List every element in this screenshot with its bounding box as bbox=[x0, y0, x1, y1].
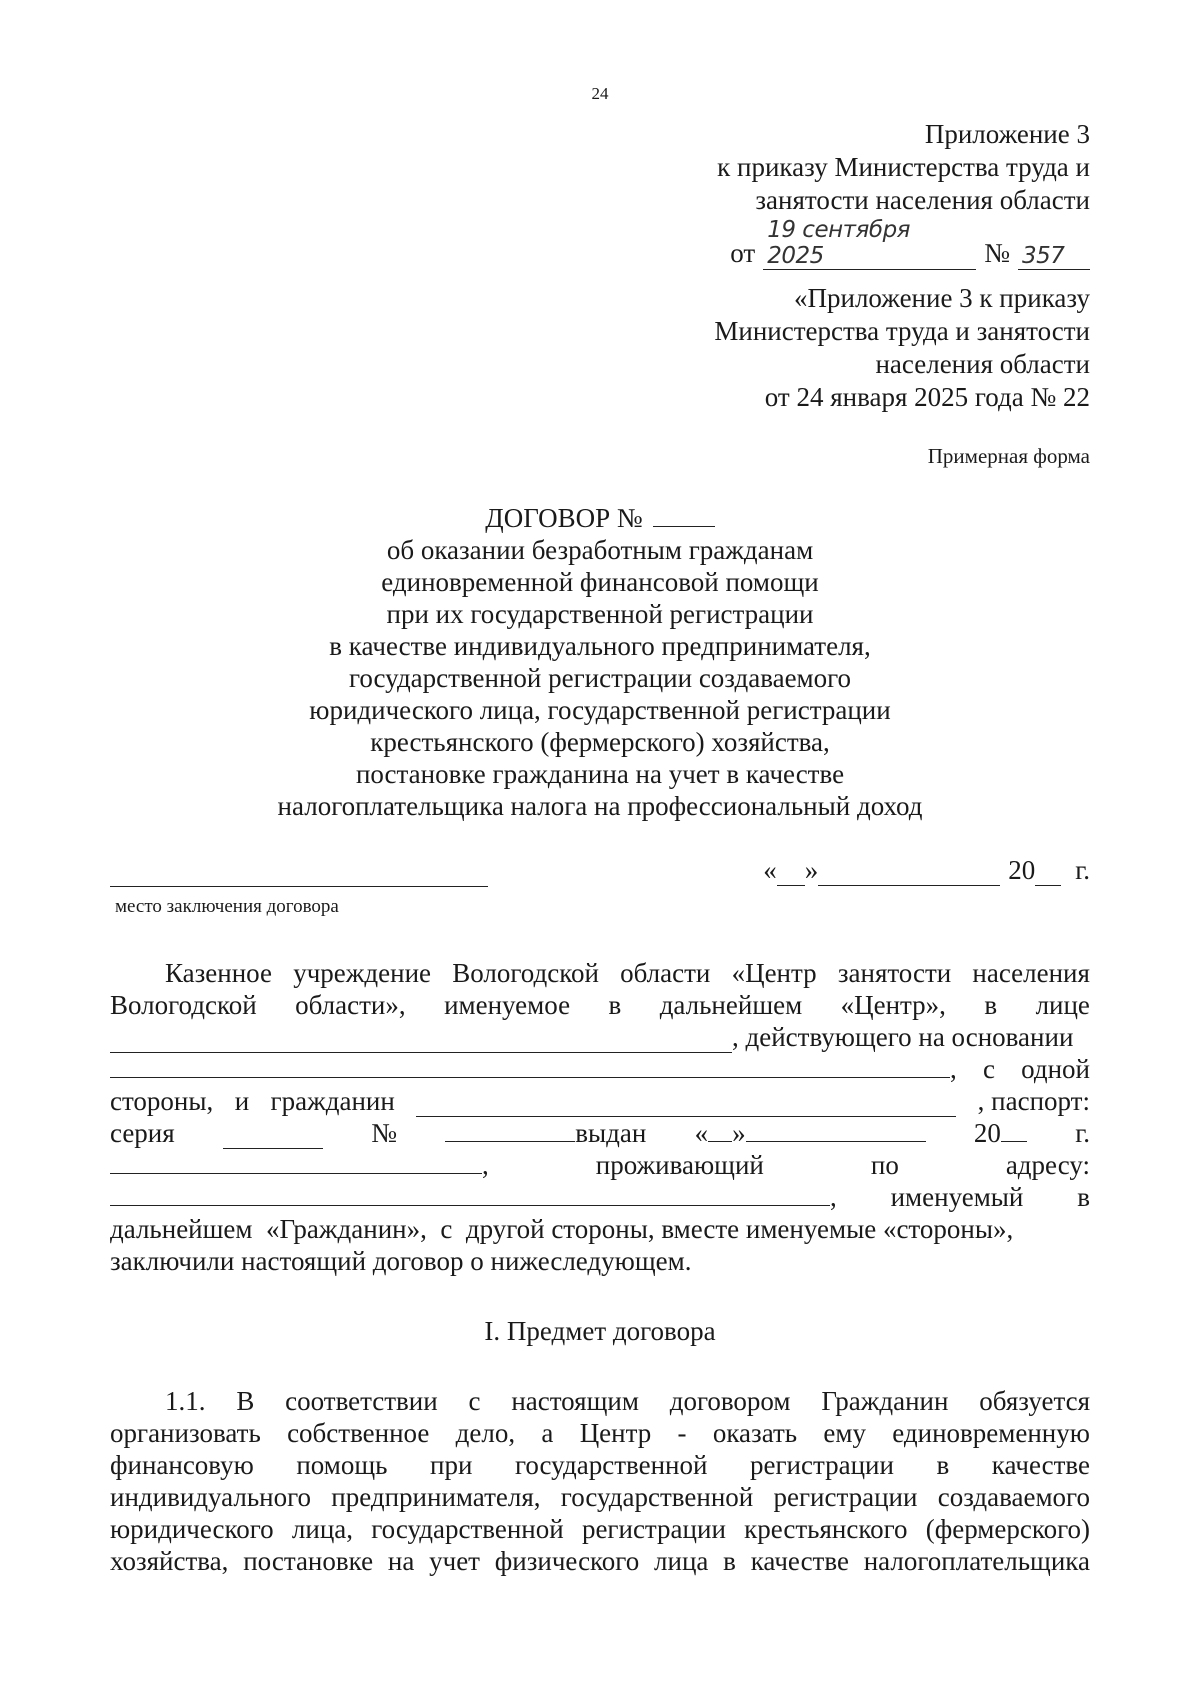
section-1-text bbox=[110, 1385, 1090, 1577]
word: одной bbox=[1021, 1054, 1090, 1084]
page-number: 24 bbox=[591, 84, 609, 103]
word: качестве bbox=[750, 1546, 849, 1576]
section-line-2 bbox=[110, 1417, 1090, 1449]
word: Вологодской bbox=[110, 990, 257, 1020]
year-prefix: 20 bbox=[1008, 855, 1036, 885]
word: учет bbox=[429, 1546, 480, 1576]
representative-blank bbox=[110, 1028, 732, 1053]
preamble-line-6 bbox=[110, 1117, 1090, 1149]
handwritten-number: 357 bbox=[1018, 243, 1090, 270]
word: проживающий bbox=[595, 1150, 764, 1180]
section-line-5 bbox=[110, 1513, 1090, 1545]
title-line: при их государственной регистрации bbox=[386, 599, 814, 629]
word: лице bbox=[1035, 990, 1090, 1020]
word: в bbox=[608, 990, 622, 1020]
appendix-line-3: занятости населения области bbox=[755, 185, 1090, 215]
preamble-line-2 bbox=[110, 989, 1090, 1021]
word: настоящим bbox=[511, 1386, 639, 1416]
title-line: об оказании безработным гражданам bbox=[386, 535, 814, 565]
address-blank bbox=[110, 1181, 830, 1206]
preamble-line-10: заключили настоящий договор о нижеследующем. bbox=[110, 1246, 692, 1276]
citizen-name-blank bbox=[416, 1092, 956, 1117]
word: собственное bbox=[287, 1418, 430, 1448]
preamble-line-5 bbox=[110, 1085, 1090, 1117]
word: лица, bbox=[291, 1514, 354, 1544]
word: государственной bbox=[514, 1450, 708, 1480]
word: в bbox=[936, 1450, 950, 1480]
word: индивидуального bbox=[110, 1482, 312, 1512]
word: 1.1. bbox=[165, 1386, 206, 1416]
title-line: постановке гражданина на учет в качестве bbox=[355, 759, 845, 789]
series-label: серия bbox=[110, 1118, 175, 1148]
word: единовременную bbox=[892, 1418, 1090, 1448]
word: Вологодской bbox=[452, 958, 599, 988]
word: В bbox=[236, 1386, 255, 1416]
word: предпринимателя, bbox=[331, 1482, 541, 1512]
year-suffix: г. bbox=[1075, 1118, 1090, 1148]
issue-close-quote: » bbox=[732, 1118, 746, 1148]
series-blank bbox=[223, 1124, 323, 1149]
word: с bbox=[468, 1386, 481, 1416]
preamble-line-9: дальнейшем «Гражданин», с другой стороны, вместе именуемые «стороны», bbox=[110, 1214, 1014, 1244]
place-caption: место заключения договора bbox=[115, 896, 339, 917]
word: гражданин bbox=[270, 1086, 395, 1116]
word: ему bbox=[823, 1418, 866, 1448]
passport-label: , паспорт: bbox=[977, 1086, 1090, 1116]
word: соответствии bbox=[285, 1386, 438, 1416]
handwritten-date: 19 сентября 2025 bbox=[763, 217, 976, 270]
word: области bbox=[620, 958, 711, 988]
word: крестьянского bbox=[744, 1514, 908, 1544]
word: оказать bbox=[712, 1418, 798, 1448]
quote-line-3: населения области bbox=[875, 349, 1090, 379]
word: Казенное bbox=[165, 958, 272, 988]
word: именуемый bbox=[890, 1182, 1024, 1212]
appendix-line-2: к приказу Министерства труда и bbox=[717, 152, 1090, 182]
quote-line-4: от 24 января 2025 года № 22 bbox=[764, 382, 1090, 412]
contract-number-blank bbox=[653, 504, 715, 527]
year-suffix: г. bbox=[1075, 855, 1090, 885]
word: регистрации bbox=[773, 1482, 918, 1512]
word: Гражданин bbox=[821, 1386, 949, 1416]
word: и bbox=[234, 1086, 250, 1116]
word: лица bbox=[654, 1546, 709, 1576]
word: «Центр», bbox=[840, 990, 946, 1020]
word: Центр bbox=[579, 1418, 652, 1448]
date-open-quote: « bbox=[763, 855, 777, 885]
word: области», bbox=[295, 990, 406, 1020]
title-line: государственной регистрации создаваемого bbox=[348, 663, 852, 693]
issue-month-blank bbox=[746, 1117, 926, 1142]
issue-year-blank bbox=[1001, 1117, 1027, 1142]
word: регистрации bbox=[749, 1450, 894, 1480]
word: с bbox=[982, 1054, 995, 1084]
issue-year-prefix: 20 bbox=[973, 1118, 1001, 1148]
preamble-line-3 bbox=[110, 1021, 1090, 1053]
word: стороны, bbox=[110, 1086, 214, 1116]
word: дальнейшем bbox=[659, 990, 803, 1020]
appendix-header bbox=[717, 118, 1090, 270]
day-blank bbox=[777, 863, 805, 886]
contract-heading bbox=[0, 502, 1200, 534]
word: по bbox=[870, 1150, 899, 1180]
word: на bbox=[387, 1546, 415, 1576]
from-label: от bbox=[730, 238, 756, 268]
preamble-line-1 bbox=[110, 957, 1090, 989]
word: физического bbox=[494, 1546, 640, 1576]
word: (фермерского) bbox=[925, 1514, 1090, 1544]
word: дело, bbox=[455, 1418, 516, 1448]
contract-title bbox=[0, 502, 1200, 822]
section-line-6 bbox=[110, 1545, 1090, 1577]
comma: , bbox=[482, 1150, 489, 1180]
title-line: в качестве индивидуального предпринимателя, bbox=[329, 631, 871, 661]
issuer-blank bbox=[110, 1149, 482, 1174]
title-line: крестьянского (фермерского) хозяйства, bbox=[370, 727, 830, 757]
section-line-3 bbox=[110, 1449, 1090, 1481]
quoted-appendix bbox=[714, 282, 1090, 414]
section-1-title: I. Предмет договора bbox=[484, 1316, 716, 1346]
word: качестве bbox=[991, 1450, 1090, 1480]
word: занятости bbox=[837, 958, 952, 988]
title-line: налогоплательщика налога на профессиональный доход bbox=[277, 791, 923, 821]
word: а bbox=[541, 1418, 554, 1448]
word: населения bbox=[972, 958, 1090, 988]
sample-form-label: Примерная форма bbox=[927, 444, 1090, 468]
title-line: единовременной финансовой помощи bbox=[381, 567, 819, 597]
word: в bbox=[984, 990, 998, 1020]
word: налогоплательщика bbox=[863, 1546, 1090, 1576]
word: в bbox=[723, 1546, 736, 1576]
word: в bbox=[1077, 1182, 1090, 1212]
basis-blank bbox=[110, 1053, 950, 1078]
contract-preamble bbox=[110, 957, 1090, 1277]
year-blank bbox=[1035, 863, 1061, 886]
word: организовать bbox=[110, 1418, 261, 1448]
word: постановке bbox=[243, 1546, 374, 1576]
month-blank bbox=[818, 863, 1000, 886]
word: обязуется bbox=[979, 1386, 1090, 1416]
issue-open-quote: « bbox=[694, 1118, 709, 1148]
preamble-line-4 bbox=[110, 1053, 1090, 1085]
passport-number-sign: № bbox=[371, 1118, 397, 1148]
preamble-line-7 bbox=[110, 1149, 1090, 1181]
place-blank bbox=[110, 886, 488, 887]
section-line-1 bbox=[110, 1385, 1090, 1417]
word: именуемое bbox=[444, 990, 571, 1020]
word: адресу: bbox=[1005, 1150, 1090, 1180]
date-close-quote: » bbox=[804, 855, 819, 885]
number-sign: № bbox=[984, 238, 1010, 268]
issued-label: выдан bbox=[575, 1118, 647, 1148]
preamble-line-8 bbox=[110, 1181, 1090, 1213]
word: юридического bbox=[110, 1514, 274, 1544]
word: государственной bbox=[560, 1482, 754, 1512]
word: при bbox=[430, 1450, 473, 1480]
word: учреждение bbox=[293, 958, 432, 988]
word: регистрации bbox=[581, 1514, 726, 1544]
word: создаваемого bbox=[937, 1482, 1090, 1512]
order-date-line bbox=[730, 217, 1090, 270]
word: «Центр bbox=[731, 958, 817, 988]
contract-date-line bbox=[763, 855, 1090, 886]
acting-basis-text: , действующего на основании bbox=[732, 1022, 1074, 1052]
word: договором bbox=[669, 1386, 791, 1416]
contract-heading-text: ДОГОВОР № bbox=[485, 503, 643, 533]
quote-line-2: Министерства труда и занятости bbox=[714, 316, 1090, 346]
title-line: юридического лица, государственной регистрации bbox=[309, 695, 891, 725]
section-line-4 bbox=[110, 1481, 1090, 1513]
passport-number-blank bbox=[445, 1117, 575, 1142]
issue-day-blank bbox=[708, 1117, 732, 1142]
comma: , bbox=[950, 1054, 957, 1084]
comma: , bbox=[830, 1182, 837, 1212]
word: финансовую bbox=[110, 1450, 254, 1480]
quote-line-1: «Приложение 3 к приказу bbox=[794, 283, 1090, 313]
appendix-line-1: Приложение 3 bbox=[924, 119, 1090, 149]
word: государственной bbox=[371, 1514, 564, 1544]
word: помощь bbox=[296, 1450, 388, 1480]
word: хозяйства, bbox=[110, 1546, 229, 1576]
word: - bbox=[677, 1418, 687, 1448]
